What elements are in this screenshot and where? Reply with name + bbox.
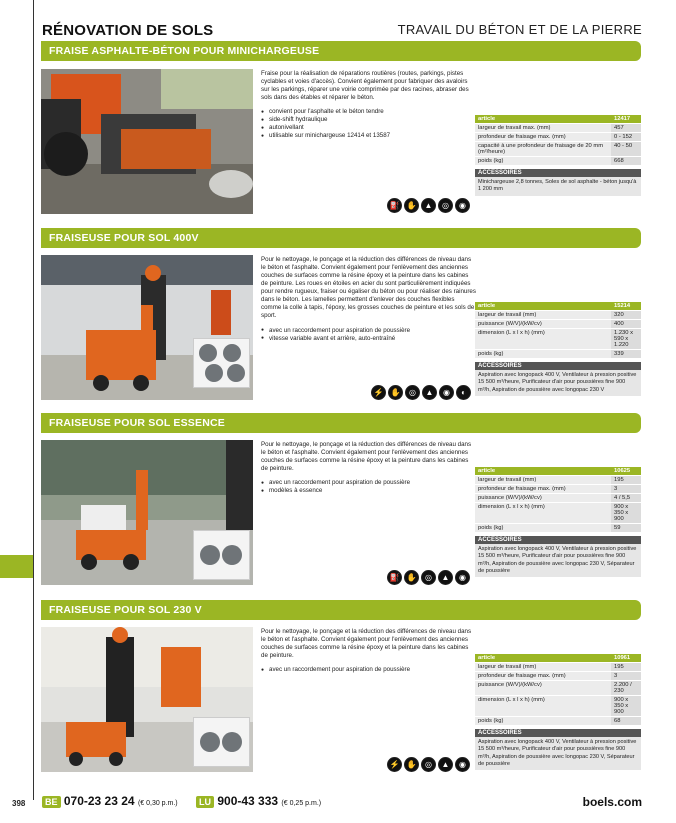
spec-value: 3 (611, 672, 641, 680)
spec-value: 1.230 x 590 x 1.220 (611, 329, 641, 349)
goggles-icon: ◐ (456, 385, 471, 400)
page-number: 398 (12, 799, 26, 808)
spec-header-label: article (475, 467, 611, 475)
product-description (261, 256, 476, 343)
article-number: 10625 (611, 467, 641, 475)
spec-row (475, 142, 641, 157)
feature-list (261, 479, 476, 495)
spec-value: 4 / 5,5 (611, 494, 641, 502)
spec-row (475, 717, 641, 726)
left-margin-rule (33, 0, 34, 800)
feature-list (261, 108, 476, 140)
spec-label: dimension (L x l x h) (mm) (475, 696, 611, 716)
petrol-icon: ⛽ (387, 570, 402, 585)
spec-value: 2.200 / 230 (611, 681, 641, 695)
phone-rate-be: (€ 0,30 p.m.) (137, 800, 178, 807)
page-title: RÉNOVATION DE SOLS (42, 22, 214, 39)
spec-row (475, 663, 641, 672)
section-title: FRAISE ASPHALTE-BÉTON POUR MINICHARGEUSE (41, 41, 641, 61)
spec-row (475, 124, 641, 133)
spec-table (475, 115, 641, 196)
spec-label: profondeur de fraisage max. (mm) (475, 133, 611, 141)
safety-shoes-icon: ▲ (438, 570, 453, 585)
hearing-protection-icon: ◎ (438, 198, 453, 213)
feature-item: ● avec un raccordement pour aspiration de poussière (261, 327, 476, 335)
spec-table (475, 654, 641, 770)
feature-item: ● side-shift hydraulique (261, 116, 476, 124)
spec-label: puissance (W/V)/(kW/cv) (475, 494, 611, 502)
description-text: Pour le nettoyage, le ponçage et la réduction des différences de niveau dans le béton et l'asphalte. Convient également pour l'enlèvement des anciennes couches de surfaces comme la résine époxy et la peinture dans les cabines de peinture. Les roues en étoiles en acier du sont particulièrement indiquées pour rendre rugueux, fraiser ou égaliser du béton ou pour réaliser des rainures dans le béton. Les lamelles permettent d'enlever des couches flexibles comme la colle à tapis, l'époxy, les grosses couches de peinture et les sols de sport. (261, 256, 476, 320)
article-number: 12417 (611, 115, 641, 123)
section-title: FRAISEUSE POUR SOL 230 V (41, 600, 641, 620)
safety-icons (387, 570, 470, 585)
article-number: 10961 (611, 654, 641, 662)
side-tab (0, 555, 33, 578)
spec-row (475, 503, 641, 524)
spec-value: 59 (611, 524, 641, 532)
accessories-heading: ACCESSOIRES (475, 536, 641, 544)
gloves-icon: ✋ (404, 757, 419, 772)
feature-item: ● utilisable sur minichargeuse 12414 et 13587 (261, 132, 476, 140)
spec-label: poids (kg) (475, 524, 611, 532)
spec-label: capacité à une profondeur de fraisage de 20 mm (m²/heure) (475, 142, 611, 156)
spec-row (475, 157, 641, 166)
description-text: Pour le nettoyage, le ponçage et la réduction des différences de niveau dans le béton et l'asphalte. Convient également pour l'enlèvement des anciennes couches de surfaces comme la résine époxy et la peinture dans les cabines de peinture. (261, 441, 472, 473)
article-number: 15214 (611, 302, 641, 310)
spec-label: puissance (W/V)/(kW/cv) (475, 681, 611, 695)
spec-row (475, 485, 641, 494)
spec-label: profondeur de fraisage max. (mm) (475, 672, 611, 680)
accessories-heading: ACCESSOIRES (475, 169, 641, 177)
spec-row (475, 350, 641, 359)
phone-be[interactable] (42, 794, 178, 808)
diesel-icon: ⛽ (387, 198, 402, 213)
feature-item: ● modèles à essence (261, 487, 476, 495)
spec-value: 68 (611, 717, 641, 725)
hearing-protection-icon: ◎ (405, 385, 420, 400)
spec-value: 195 (611, 663, 641, 671)
dust-mask-icon: ◉ (455, 570, 470, 585)
spec-header-row (475, 467, 641, 476)
spec-value: 457 (611, 124, 641, 132)
safety-icons (387, 198, 470, 213)
phone-number-be: 070-23 23 24 (63, 794, 135, 808)
spec-row (475, 311, 641, 320)
feature-item: ● vitesse variable avant et arrière, auto-entraîné (261, 335, 476, 343)
safety-shoes-icon: ▲ (422, 385, 437, 400)
spec-header-row (475, 654, 641, 663)
product-section-floor-mill-230v (41, 600, 641, 775)
spec-value: 320 (611, 311, 641, 319)
product-description (261, 628, 476, 674)
product-section-floor-mill-400v (41, 228, 641, 400)
feature-item: ● autonivellant (261, 124, 476, 132)
spec-value: 0 - 152 (611, 133, 641, 141)
spec-row (475, 524, 641, 533)
spec-row (475, 476, 641, 485)
accessories-heading: ACCESSOIRES (475, 729, 641, 737)
country-badge-be: BE (42, 796, 61, 808)
section-title: FRAISEUSE POUR SOL 400V (41, 228, 641, 248)
section-title: FRAISEUSE POUR SOL ESSENCE (41, 413, 641, 433)
gloves-icon: ✋ (404, 198, 419, 213)
spec-value: 40 - 50 (611, 142, 641, 156)
page-footer (0, 790, 676, 812)
dust-mask-icon: ◉ (455, 198, 470, 213)
safety-icons (387, 757, 470, 772)
spec-value: 195 (611, 476, 641, 484)
spec-header-row (475, 302, 641, 311)
spec-label: poids (kg) (475, 350, 611, 358)
product-description (261, 70, 476, 141)
product-description (261, 441, 476, 495)
spec-value: 3 (611, 485, 641, 493)
spec-label: largeur de travail max. (mm) (475, 124, 611, 132)
cutter-wheels-inset (193, 530, 250, 580)
spec-label: dimension (L x l x h) (mm) (475, 503, 611, 523)
phone-lu[interactable] (196, 794, 321, 808)
safety-shoes-icon: ▲ (421, 198, 436, 213)
spec-label: dimension (L x l x h) (mm) (475, 329, 611, 349)
phone-rate-lu: (€ 0,25 p.m.) (281, 800, 322, 807)
spec-row (475, 329, 641, 350)
dust-mask-icon: ◉ (455, 757, 470, 772)
spec-label: poids (kg) (475, 157, 611, 165)
dust-mask-icon: ◉ (439, 385, 454, 400)
spec-label: puissance (W/V)/(kW/cv) (475, 320, 611, 328)
spec-row (475, 133, 641, 142)
phone-number-lu: 900-43 333 (217, 794, 279, 808)
spec-label: largeur de travail (mm) (475, 663, 611, 671)
accessories-text: Minichargeuse 2,8 tonnes, Soles de sol asphalte - béton jusqu'à 1 200 mm (475, 177, 641, 196)
gloves-icon: ✋ (388, 385, 403, 400)
plug-icon: ⚡ (387, 757, 402, 772)
feature-item: ● avec un raccordement pour aspiration de poussière (261, 666, 476, 674)
spec-label: profondeur de fraisage max. (mm) (475, 485, 611, 493)
spec-row (475, 681, 641, 696)
spec-header-label: article (475, 654, 611, 662)
accessories-text: Aspiration avec longopack 400 V, Ventilateur à pression positive 15 500 m³/heure, Purificateur d'air pour poussières fine 900 m³/h, Aspiration de poussière avec longopac 230 V, Séparateur de poussière (475, 544, 641, 577)
cutter-wheels-inset (193, 717, 250, 767)
spec-row (475, 320, 641, 329)
accessories-text: Aspiration avec longopack 400 V, Ventilateur à pression positive 15 500 m³/heure, Purificateur d'air pour poussières fine 900 m³/h, Aspiration de poussière avec longopac 230 V, Séparateur de poussière (475, 737, 641, 770)
spec-row (475, 696, 641, 717)
hearing-protection-icon: ◎ (421, 757, 436, 772)
product-photo-asphalt-cutter (41, 69, 253, 214)
spec-row (475, 494, 641, 503)
spec-table (475, 302, 641, 396)
spec-value: 668 (611, 157, 641, 165)
safety-icons (371, 385, 471, 400)
cutter-wheels-inset (193, 338, 250, 388)
feature-item: ● avec un raccordement pour aspiration de poussière (261, 479, 476, 487)
feature-list (261, 666, 476, 674)
spec-value: 900 x 350 x 900 (611, 503, 641, 523)
spec-label: poids (kg) (475, 717, 611, 725)
product-section-asphalt-cutter (41, 41, 641, 216)
spec-row (475, 672, 641, 681)
spec-table (475, 467, 641, 577)
feature-list (261, 327, 476, 343)
country-badge-lu: LU (196, 796, 214, 808)
description-text: Pour le nettoyage, le ponçage et la réduction des différences de niveau dans le béton et l'asphalte. Convient également pour l'enlèvement des anciennes couches de surfaces comme la résine époxy et la peinture dans les cabines de peinture. (261, 628, 472, 660)
website-link[interactable]: boels.com (582, 795, 642, 809)
spec-label: largeur de travail (mm) (475, 311, 611, 319)
safety-shoes-icon: ▲ (438, 757, 453, 772)
hearing-protection-icon: ◎ (421, 570, 436, 585)
accessories-text: Aspiration avec longopack 400 V, Ventilateur à pression positive 15 500 m³/heure, Purificateur d'air pour poussières fine 900 m³/h, Aspiration de poussière avec longopac 230 V (475, 370, 641, 396)
spec-value: 339 (611, 350, 641, 358)
product-section-floor-mill-petrol (41, 413, 641, 588)
spec-label: largeur de travail (mm) (475, 476, 611, 484)
spec-header-label: article (475, 115, 611, 123)
feature-item: ● convient pour l'asphalte et le béton tendre (261, 108, 476, 116)
spec-value: 400 (611, 320, 641, 328)
spec-value: 900 x 350 x 900 (611, 696, 641, 716)
category-title: TRAVAIL DU BÉTON ET DE LA PIERRE (397, 22, 642, 37)
accessories-heading: ACCESSOIRES (475, 362, 641, 370)
spec-header-label: article (475, 302, 611, 310)
gloves-icon: ✋ (404, 570, 419, 585)
spec-header-row (475, 115, 641, 124)
description-text: Fraise pour la réalisation de réparations routières (routes, parkings, pistes cyclables et voies d'accès). Convient également pour fabriquer des avaloirs sur les parkings, réparer une voirie comprimée par des racines, abraser des sols dans des étables et réparer le béton. (261, 70, 469, 102)
plug-icon: ⚡ (371, 385, 386, 400)
